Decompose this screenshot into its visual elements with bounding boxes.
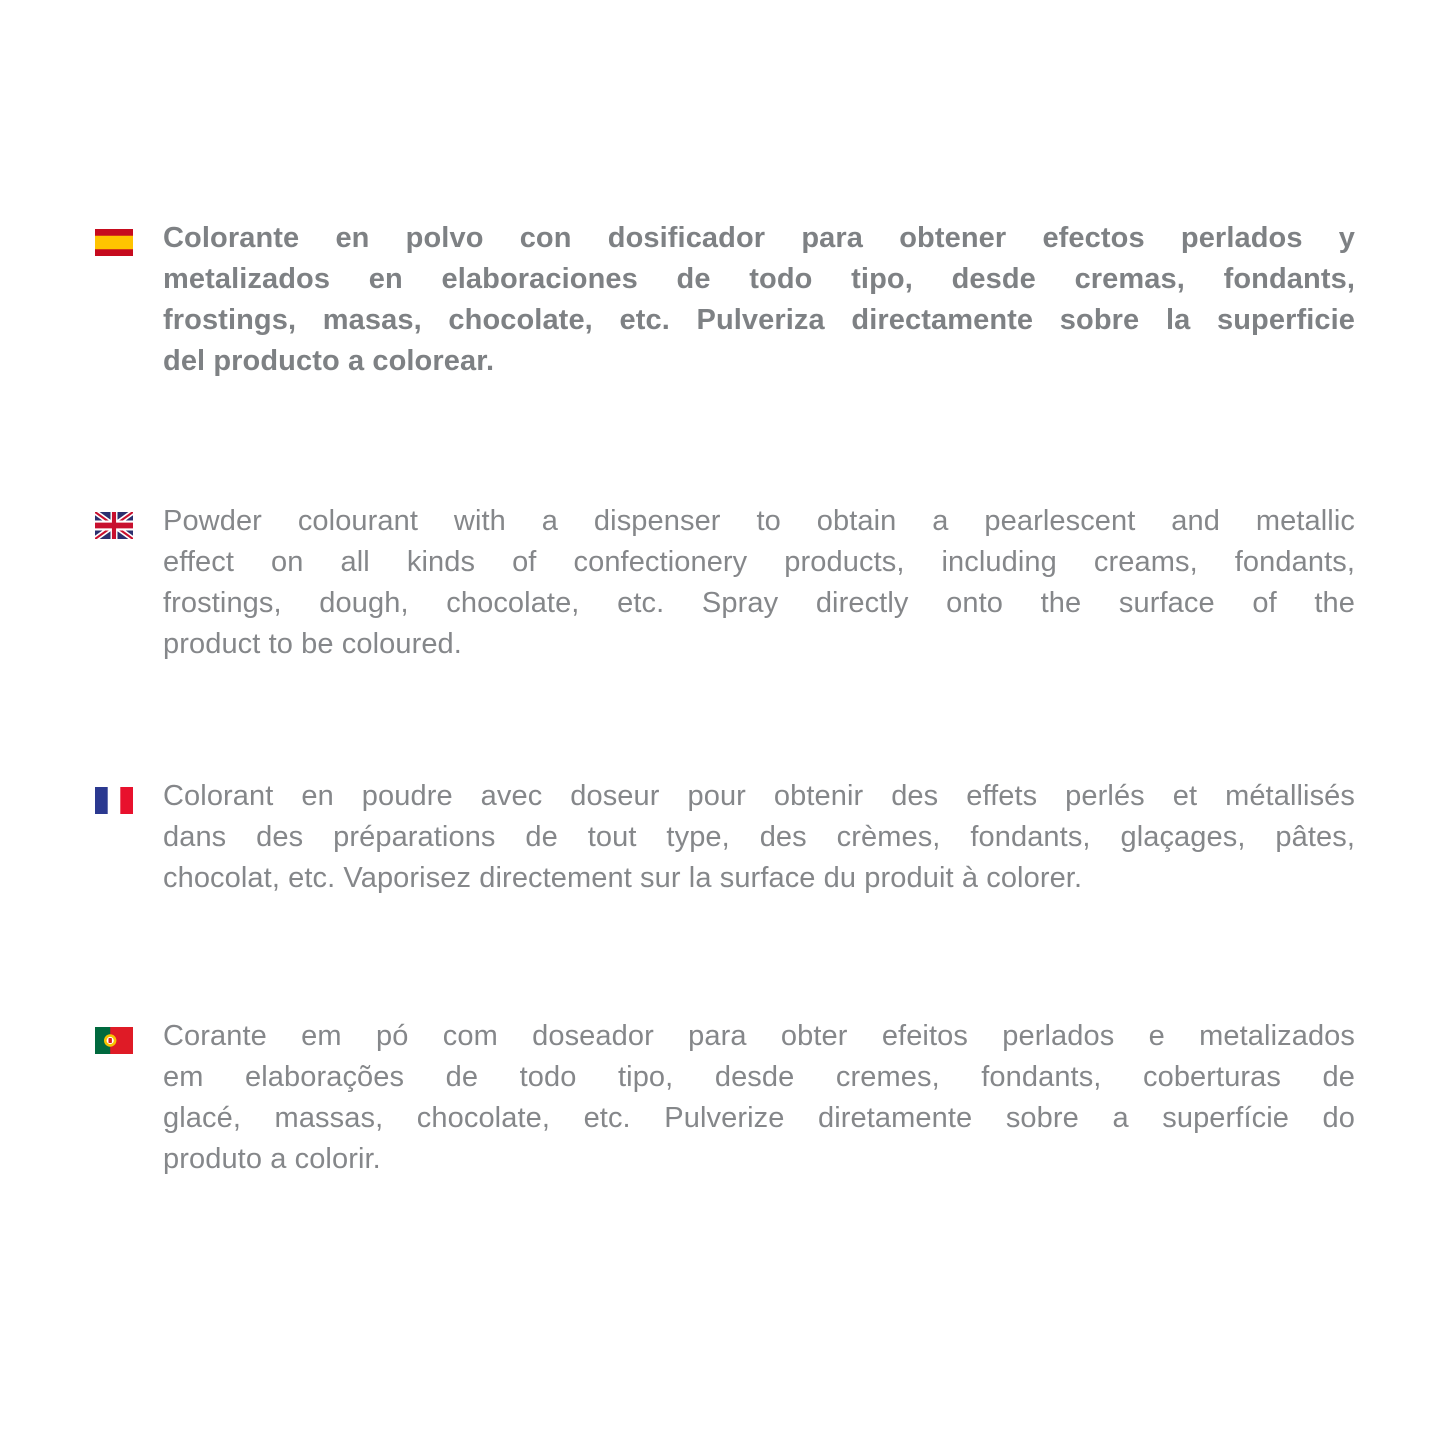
text-line: Powder colourant with a dispenser to obtain a pearlescent and metallic xyxy=(163,505,1355,537)
text-line: effect on all kinds of confectionery products, including creams, fondants, xyxy=(163,546,1355,578)
lang-section-english xyxy=(95,501,1355,665)
spain-flag-icon xyxy=(95,229,133,256)
text-line: frostings, masas, chocolate, etc. Pulveriza directamente sobre la superficie xyxy=(163,304,1355,336)
text-line: glacé, massas, chocolate, etc. Pulverize diretamente sobre a superfície do xyxy=(163,1102,1355,1134)
description-text-pt xyxy=(163,1016,1355,1180)
text-line: dans des préparations de tout type, des crèmes, fondants, glaçages, pâtes, xyxy=(163,821,1355,853)
lang-section-spanish xyxy=(95,218,1355,382)
text-line: produto a colorir. xyxy=(163,1143,381,1175)
uk-flag-icon xyxy=(95,512,133,539)
description-text-es xyxy=(163,218,1355,382)
description-text-en xyxy=(163,501,1355,665)
text-line: product to be coloured. xyxy=(163,628,462,660)
description-text-fr xyxy=(163,776,1355,899)
france-flag-icon xyxy=(95,787,133,814)
text-line: em elaborações de todo tipo, desde cremes, fondants, coberturas de xyxy=(163,1061,1355,1093)
text-line: Colorant en poudre avec doseur pour obtenir des effets perlés et métallisés xyxy=(163,780,1355,812)
text-line: del producto a colorear. xyxy=(163,345,495,377)
text-line: Colorante en polvo con dosificador para obtener efectos perlados y xyxy=(163,222,1355,254)
lang-section-portuguese xyxy=(95,1016,1355,1180)
text-line: chocolat, etc. Vaporisez directement sur la surface du produit à colorer. xyxy=(163,862,1083,894)
text-line: Corante em pó com doseador para obter efeitos perlados e metalizados xyxy=(163,1020,1355,1052)
lang-section-french xyxy=(95,776,1355,899)
text-line: metalizados en elaboraciones de todo tipo, desde cremas, fondants, xyxy=(163,263,1355,295)
text-line: frostings, dough, chocolate, etc. Spray directly onto the surface of the xyxy=(163,587,1355,619)
portugal-flag-icon xyxy=(95,1027,133,1054)
